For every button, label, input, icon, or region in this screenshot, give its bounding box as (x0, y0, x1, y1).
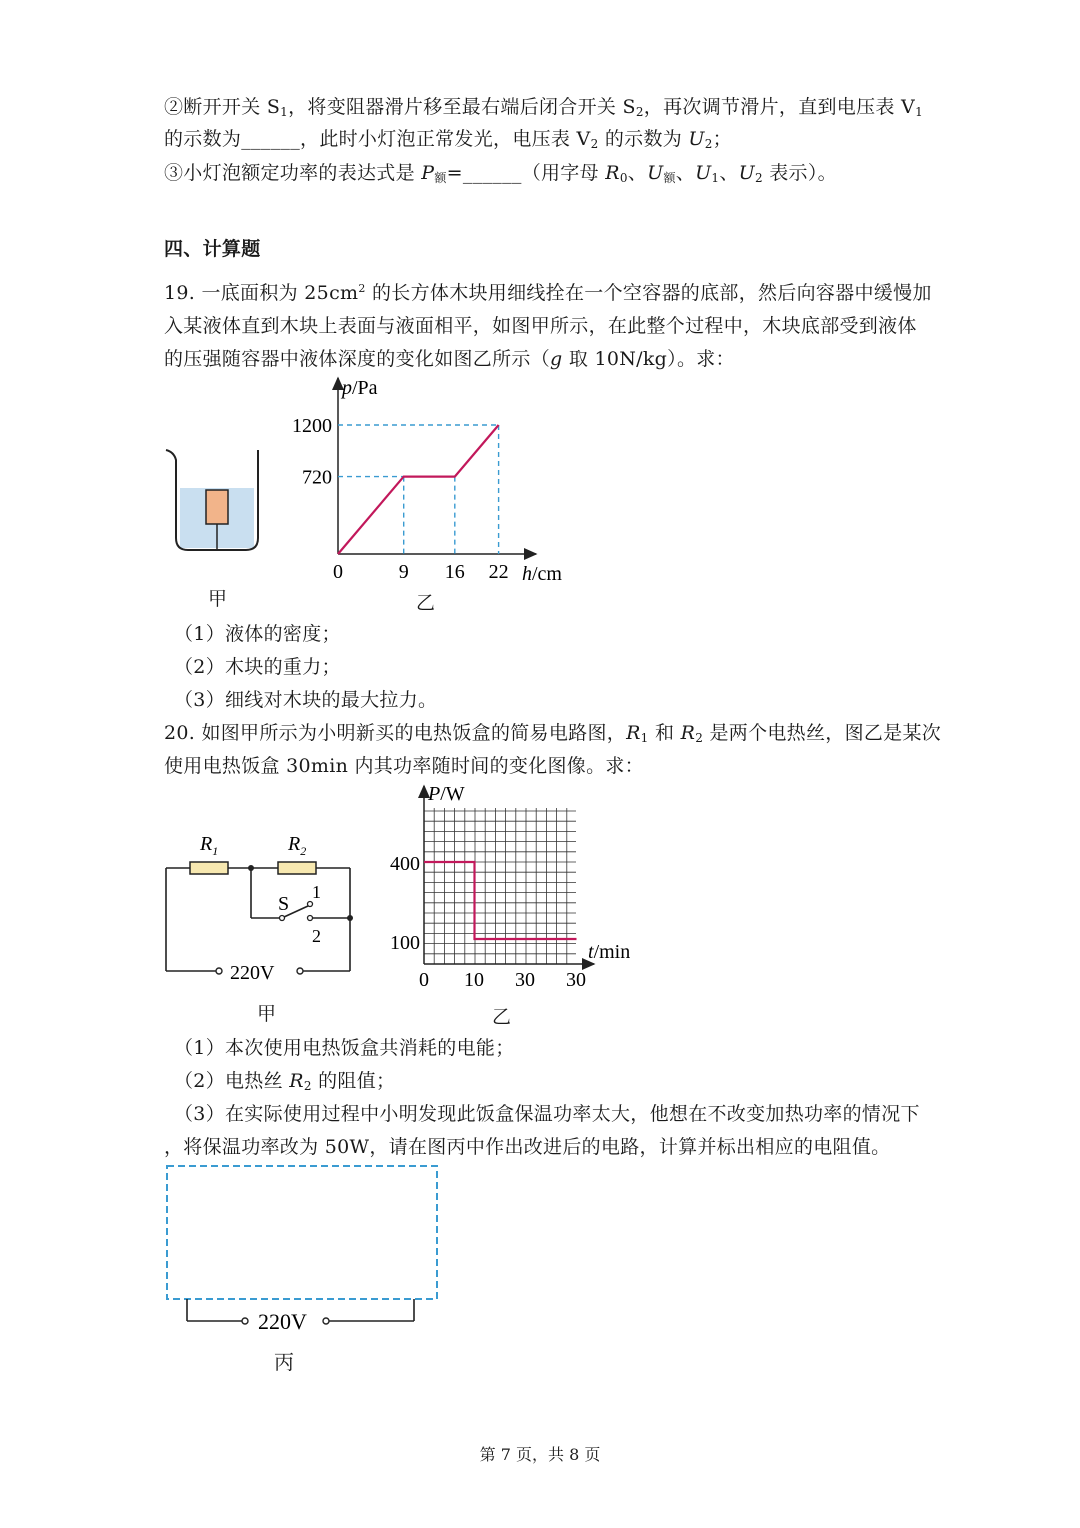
dashed-answer-box (167, 1166, 437, 1299)
voltage-label: 220V (230, 962, 275, 984)
x-tick-label: 30 (566, 969, 586, 991)
r1-label: $R_1$ (200, 833, 219, 858)
power-chart (380, 778, 650, 998)
q19-item-1: （1）液体的密度； (174, 623, 341, 645)
y-axis-label: p/Pa (342, 377, 378, 399)
y-tick-label: 1200 (292, 415, 332, 437)
x-tick-label: 9 (398, 561, 409, 583)
y-tick-label: 100 (390, 932, 420, 954)
terminal (216, 968, 222, 974)
x-tick-label: 22 (488, 561, 509, 583)
resistor-r1 (190, 862, 228, 874)
q19-line1: 19. 一底面积为 $25cm^2$ 的长方体木块用细线拴在一个空容器的底部，然后向容器中缓慢加 (164, 282, 932, 304)
answer-blank: ______ (241, 128, 301, 150)
pressure-line (338, 425, 499, 554)
switch-pos-1: 1 (312, 882, 321, 902)
q20-item-3-line2: ，将保温功率改为 50W，请在图丙中作出改进后的电路，计算并标出相应的电阻值。 (164, 1136, 891, 1158)
x-axis-label: h/cm (522, 563, 562, 585)
terminal (297, 968, 303, 974)
x-tick-label: 0 (333, 561, 343, 583)
power-fig-label: 乙 (492, 1006, 512, 1028)
q20-line2: 使用电热饭盒 30min 内其功率随时间的变化图像。求： (164, 755, 644, 777)
x-tick-label: 0 (419, 969, 429, 991)
x-tick-label: 30 (515, 969, 535, 991)
q19-line3: 的压强随容器中液体深度的变化如图乙所示（g 取 10N/kg）。求： (164, 348, 735, 370)
q18-step3-line: ③小灯泡额定功率的表达式是 $P_额=\_\_\_\_\_\_$（用字母 $R_0$、$U_额$、$U_1$、$U_2$ 表示）。 (164, 162, 837, 185)
q18-step2-line1: ②断开开关 $S_1$，将变阻器滑片移至最右端后闭合开关 $S_2$，再次调节滑片，直到电压表 $V_1$ (164, 96, 923, 119)
terminal (242, 1318, 248, 1324)
switch-pos-2: 2 (312, 926, 321, 946)
fig-a-label: 甲 (208, 588, 228, 610)
x-axis-label: t/min (588, 941, 631, 963)
y-tick-label: 400 (390, 853, 420, 875)
circuit-diagram (160, 828, 365, 988)
page-footer: 第 7 页，共 8 页 (479, 1445, 601, 1464)
r2-label: $R_2$ (288, 833, 307, 858)
resistor-r2 (278, 862, 316, 874)
wood-block (206, 490, 228, 524)
q18-step2-line2: 的示数为______，此时小灯泡正常发光，电压表 $V_2$ 的示数为 $U_2$； (164, 128, 732, 151)
y-axis-label: P/W (428, 783, 465, 805)
x-tick-label: 16 (444, 561, 465, 583)
x-tick-label: 10 (464, 969, 484, 991)
circuit-fig-label: 甲 (257, 1003, 277, 1025)
y-tick-label: 720 (302, 466, 332, 489)
q20-line1: 20. 如图甲所示为小明新买的电热饭盒的简易电路图，$R_1$ 和 $R_2$ 是两个电热丝，图乙是某次 (164, 722, 942, 745)
switch-contact-2 (308, 916, 313, 921)
q20-item-2: （2）电热丝 $R_2$ 的阻值； (174, 1070, 396, 1093)
q20-item-3-line1: （3）在实际使用过程中小明发现此饭盒保温功率太大，他想在不改变加热功率的情况下 (174, 1103, 920, 1125)
answer-box-figure (160, 1158, 445, 1338)
answer-blank: ______ (462, 162, 522, 184)
fig-c-label: 丙 (274, 1350, 294, 1374)
section-title: 四、计算题 (164, 238, 261, 260)
switch-label: S (278, 893, 290, 915)
switch-contact-1 (308, 902, 313, 907)
pressure-chart (280, 372, 580, 587)
terminal (323, 1318, 329, 1324)
q19-item-2: （2）木块的重力； (174, 656, 341, 678)
fig-b-label: 乙 (416, 592, 436, 614)
q20-item-1: （1）本次使用电热饭盒共消耗的电能； (174, 1037, 515, 1059)
grid (424, 808, 576, 964)
q19-item-3: （3）细线对木块的最大拉力。 (174, 689, 438, 711)
q19-line2: 入某液体直到木块上表面与液面相平，如图甲所示，在此整个过程中，木块底部受到液体 (164, 315, 917, 337)
voltage-label: 220V (258, 1309, 307, 1334)
power-line (424, 862, 577, 939)
